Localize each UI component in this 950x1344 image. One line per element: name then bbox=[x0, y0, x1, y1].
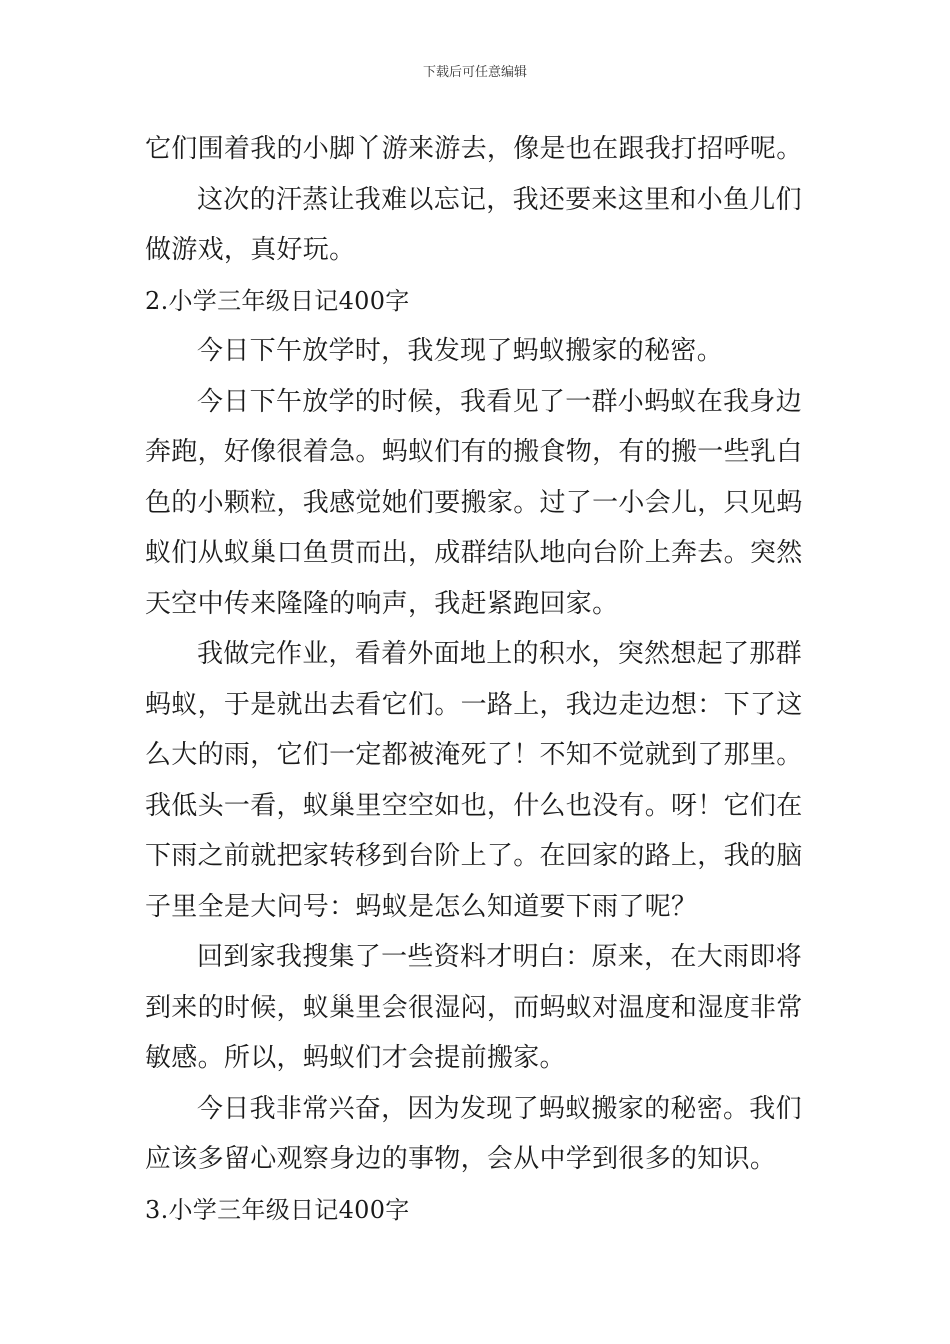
text-line: 我低头一看，蚁巢里空空如也，什么也没有。呀！它们在 bbox=[145, 790, 803, 821]
text-line: 到来的时候，蚁巢里会很湿闷，而蚂蚁对温度和湿度非常 bbox=[145, 992, 803, 1023]
section-heading: 2.小学三年级日记400字 bbox=[145, 286, 410, 315]
text-line: 色的小颗粒，我感觉她们要搬家。过了一小会儿，只见蚂 bbox=[145, 487, 803, 518]
text-line: 子里全是大问号：蚂蚁是怎么知道要下雨了呢？ bbox=[145, 891, 698, 922]
document-body bbox=[145, 124, 810, 1235]
text-line: 下雨之前就把家转移到台阶上了。在回家的路上，我的脑 bbox=[145, 841, 803, 871]
text-line: 蚁们从蚁巢口鱼贯而出，成群结队地向台阶上奔去。突然 bbox=[145, 538, 803, 568]
text-line: 应该多留心观察身边的事物，会从中学到很多的知识。 bbox=[145, 1144, 777, 1174]
text-line: 敏感。所以，蚂蚁们才会提前搬家。 bbox=[145, 1043, 566, 1073]
text-line: 做游戏，真好玩。 bbox=[145, 235, 356, 265]
text-line: 今日下午放学的时候，我看见了一群小蚂蚁在我身边 bbox=[197, 386, 802, 417]
text-line: 我做完作业，看着外面地上的积水，突然想起了那群 bbox=[197, 639, 802, 669]
text-line: 天空中传来隆隆的响声，我赶紧跑回家。 bbox=[145, 588, 619, 619]
text-line: 蚂蚁，于是就出去看它们。一路上，我边走边想：下了这 bbox=[145, 689, 803, 720]
text-line: 今日我非常兴奋，因为发现了蚂蚁搬家的秘密。我们 bbox=[197, 1093, 802, 1124]
page-header-note: 下载后可任意编辑 bbox=[422, 65, 527, 80]
text-line: 今日下午放学时，我发现了蚂蚁搬家的秘密。 bbox=[197, 336, 724, 366]
section-heading: 3.小学三年级日记400字 bbox=[145, 1195, 410, 1224]
text-line: 它们围着我的小脚丫游来游去，像是也在跟我打招呼呢。 bbox=[145, 134, 803, 164]
text-line: 回到家我搜集了一些资料才明白：原来，在大雨即将 bbox=[197, 942, 802, 972]
text-line: 这次的汗蒸让我难以忘记，我还要来这里和小鱼儿们 bbox=[197, 184, 802, 215]
text-line: 奔跑，好像很着急。蚂蚁们有的搬食物，有的搬一些乳白 bbox=[145, 437, 803, 467]
text-line: 么大的雨，它们一定都被淹死了！不知不觉就到了那里。 bbox=[145, 740, 803, 770]
